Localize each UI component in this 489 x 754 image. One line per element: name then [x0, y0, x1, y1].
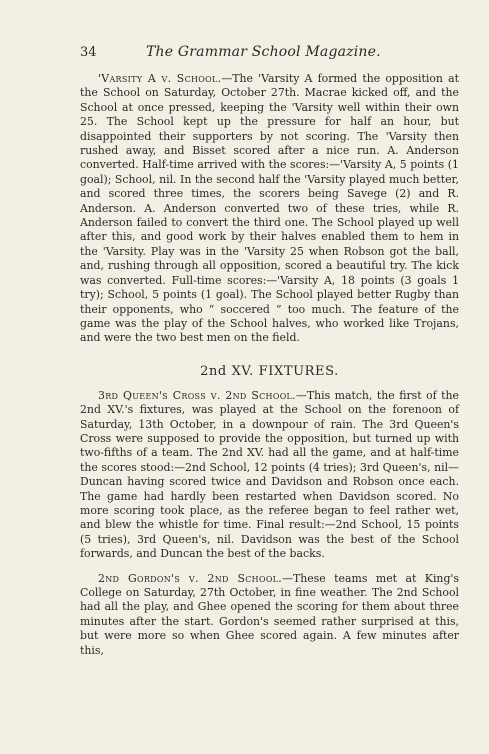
- match-report-varsity: [80, 72, 459, 346]
- match-body: —This match, the first of the 2nd XV.'s fixtures, was played at the School on the forenoon of Saturday, 13th October, in a downpour of rain. The 3rd Queen's Cross were supposed to provide the opposition, but turned up with two-fifths of a team. The 2nd XV. had all the game, and at half-time the scores stood:—2nd School, 12 points (4 tries); 3rd Queen's, nil—Duncan having scored twice and Davidson and Robson once each. The game had hardly been restarted when Davidson scored. No more scoring took place, as the referee began to feel rather wet, and blew the whistle for time. Final result:—2nd School, 15 points (5 tries), 3rd Queen's, nil. Davidson was the best of the School forwards, and Duncan the best of the backs.: [80, 388, 459, 561]
- match-lead: 2nd Gordon's v. 2nd School.: [98, 571, 283, 585]
- magazine-title: The Grammar School Magazine.: [146, 44, 381, 60]
- match-report-queens-cross: [80, 389, 459, 562]
- match-body: —The 'Varsity A formed the opposition at the School on Saturday, October 27th. Macrae kicked off, and the School at once pressed, keeping the 'Varsity well within their own 25. The School kept up the pressure for half an hour, but disappointed their supporters by not scoring. The 'Varsity then rushed away, and Bisset scored after a nice run. A. Anderson converted. Half-time arrived with the scores:—'Varsity A, 5 points (1 goal); School, nil. In the second half the 'Varsity played much better, and scored three times, the scorers being Savege (2) and R. Anderson. A. Anderson converted two of these tries, while R. Anderson failed to convert the third one. The School played up well after this, and good work by their halves enabled them to hem in the 'Varsity. Play was in the 'Varsity 25 when Robson got the ball, and, rushing through all opposition, scored a beautiful try. The kick was converted. Full-time scores:—'Varsity A, 18 points (3 goals 1 try); School, 5 points (1 goal). The School played better Rugby than their opponents, who “ soccered ” too much. The feature of the game was the play of the School halves, who worked like Trojans, and were the two best men on the field.: [80, 72, 459, 345]
- page-header: [80, 44, 459, 60]
- section-heading: 2nd XV. FIXTURES.: [200, 363, 339, 379]
- match-lead: 'Varsity A v. School.: [98, 72, 222, 85]
- match-lead: 3rd Queen's Cross v. 2nd School.: [98, 388, 296, 402]
- match-body: —These teams met at King's College on Saturday, 27th October, in fine weather. The 2nd School had all the play, and Ghee opened the scoring for them about three minutes after the start. Gordon's seemed rather surprised at this, but were more so when Ghee scored again. A few minutes after this,: [80, 571, 459, 657]
- page-number: 34: [80, 45, 97, 60]
- match-report-gordons: [80, 572, 459, 658]
